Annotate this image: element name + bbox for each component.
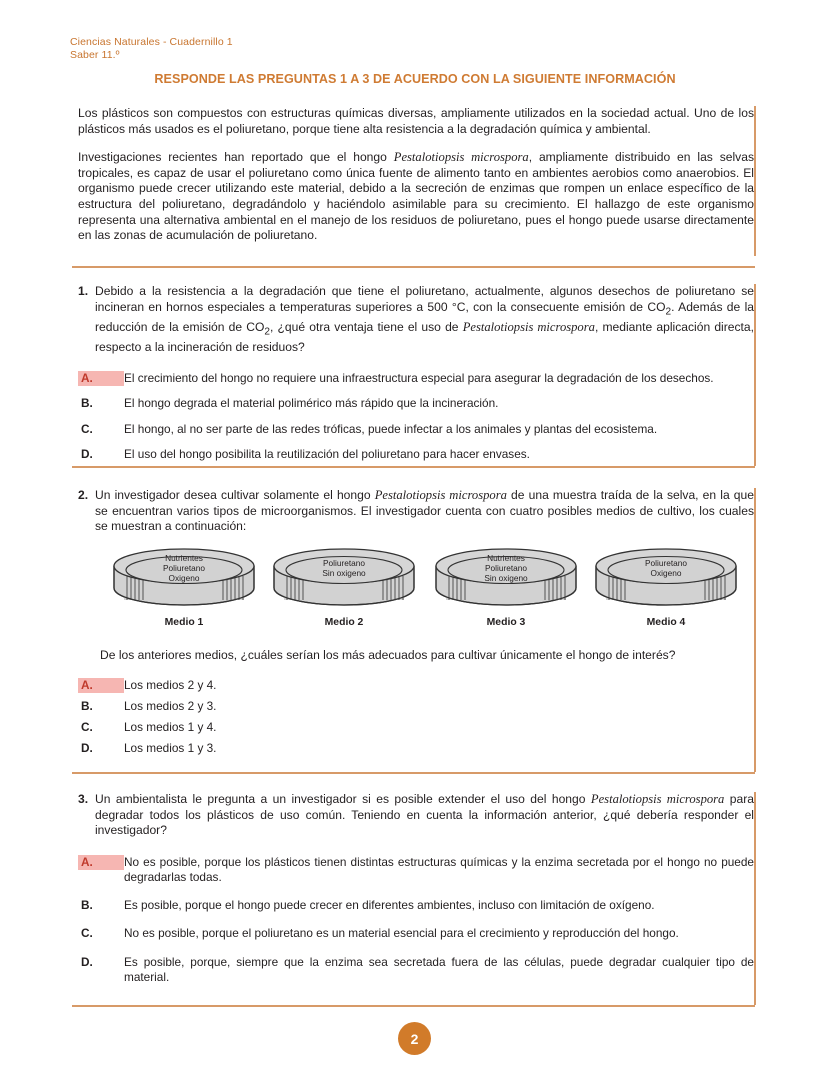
- dish-2-line-2: Sin oxigeno: [322, 568, 366, 578]
- intro-text-block: [78, 106, 754, 244]
- question-1-statement: [78, 284, 754, 355]
- question-1-right-rule: [754, 284, 756, 466]
- dish-4-label: Medio 4: [646, 617, 686, 628]
- section-divider-3: [72, 772, 755, 774]
- option-text-d[interactable]: El uso del hongo posibilita la reutilización del poliuretano para hacer envases.: [124, 446, 530, 461]
- q1-text-4: , mediante aplicación directa, respecto a la incineración de residuos?: [95, 319, 754, 354]
- dish-1-label: Medio 1: [164, 617, 204, 628]
- option-letter-a[interactable]: A.: [78, 855, 124, 870]
- option-letter-b[interactable]: B.: [81, 698, 93, 713]
- q3-text-2: para degradar todos los plásticos de uso común. Teniendo en cuenta la información anterior, ¿qué debería responder el investigador?: [95, 792, 754, 838]
- question-2-text: [95, 488, 754, 535]
- option-row[interactable]: [78, 741, 754, 756]
- option-text-b[interactable]: El hongo degrada el material polimérico más rápido que la incineración.: [124, 396, 499, 411]
- question-1-options: [78, 371, 754, 462]
- option-letter-c[interactable]: C.: [81, 720, 93, 734]
- option-letter-d[interactable]: D.: [81, 954, 93, 969]
- option-row[interactable]: [78, 926, 754, 941]
- dish-3-line-2: Poliuretano: [485, 563, 527, 573]
- option-letter-d[interactable]: D.: [81, 741, 93, 756]
- q1-sub-2: 2: [264, 326, 271, 337]
- petri-dish-icon: [432, 548, 580, 612]
- question-2-block: [78, 488, 754, 535]
- question-3-right-rule: [754, 792, 756, 1005]
- page-number-badge: 2: [398, 1022, 431, 1055]
- culture-dish-3: [432, 548, 580, 628]
- q1-species-name: Pestalotiopsis microspora: [462, 319, 595, 334]
- dish-1-line-1: Nutrientes: [165, 553, 203, 563]
- option-letter-d[interactable]: D.: [81, 446, 93, 461]
- culture-media-diagram: [110, 548, 740, 636]
- option-letter-b[interactable]: B.: [81, 396, 93, 411]
- option-text-b[interactable]: Los medios 2 y 3.: [124, 698, 217, 713]
- option-letter-b[interactable]: B.: [81, 898, 93, 913]
- section-divider-4: [72, 1005, 755, 1007]
- question-2-options: [78, 678, 754, 757]
- dish-3-line-1: Nutrientes: [487, 553, 525, 563]
- section-divider-1: [72, 266, 755, 268]
- option-text-c[interactable]: Los medios 1 y 4.: [124, 720, 217, 734]
- question-1-text: [95, 284, 754, 355]
- option-letter-c[interactable]: C.: [81, 421, 93, 436]
- q1-text-3: , ¿qué otra ventaja tiene el uso de: [270, 319, 463, 334]
- option-letter-a[interactable]: A.: [78, 371, 124, 386]
- question-3-text: [95, 792, 754, 839]
- option-row[interactable]: [78, 422, 754, 437]
- q3-species-name: Pestalotiopsis microspora: [590, 792, 725, 806]
- document-header: [70, 36, 233, 62]
- dish-3-label: Medio 3: [486, 617, 526, 628]
- option-text-b[interactable]: Es posible, porque el hongo puede crecer en diferentes ambientes, incluso con limitación de oxígeno.: [124, 898, 655, 913]
- option-row[interactable]: [78, 447, 754, 462]
- question-2-sub-prompt: De los anteriores medios, ¿cuáles serían los más adecuados para cultivar únicamente el hongo de interés?: [100, 648, 676, 662]
- dish-2-label: Medio 2: [324, 617, 364, 628]
- option-row[interactable]: [78, 396, 754, 411]
- option-text-d[interactable]: Es posible, porque, siempre que la enzima sea secretada fuera de las células, puede degradar cualquier tipo de material.: [124, 954, 754, 984]
- option-row[interactable]: [78, 371, 754, 386]
- question-1-number: 1.: [78, 284, 89, 298]
- dish-3-line-3: Sin oxigeno: [484, 573, 528, 583]
- intro-right-rule: [754, 106, 756, 256]
- intro-paragraph-2: [78, 150, 754, 244]
- option-text-a[interactable]: No es posible, porque los plásticos tienen distintas estructuras químicas y la enzima secretada por el hongo no puede degradarlas todas.: [124, 854, 754, 884]
- q2-text-2: de una muestra traída de la selva, en la que se encuentran varios tipos de microorganismos. El investigador cuenta con cuatro posibles medios de cultivo, los cuales se muestran a continuación:: [95, 488, 754, 534]
- intro-p2-part2: , ampliamente distribuido en las selvas tropicales, es capaz de usar el poliuretano como única fuente de alimento tanto en ambientes aerobios como anaerobios. El organismo puede crecer utilizando este material, debido a la secreción de enzimas que rompen un enlace específico de la estructura del poliuretano, degradándolo y haciéndolo asimilable para su crecimiento. El hallazgo de este organismo representa una alternativa ambiental en el manejo de los residuos de poliuretano, pues el hongo puede usarse directamente en las zonas de acumulación de poliuretano.: [78, 150, 755, 243]
- option-text-c[interactable]: El hongo, al no ser parte de las redes tróficas, puede infectar a los animales y plantas del ecosistema.: [124, 421, 658, 436]
- instruction-banner: RESPONDE LAS PREGUNTAS 1 A 3 DE ACUERDO CON LA SIGUIENTE INFORMACIÓN: [154, 72, 676, 86]
- question-3-statement: [78, 792, 754, 839]
- culture-dish-1: [110, 548, 258, 628]
- option-text-d[interactable]: Los medios 1 y 3.: [124, 741, 217, 756]
- option-text-a[interactable]: El crecimiento del hongo no requiere una infraestructura especial para asegurar la degradación de los desechos.: [124, 371, 714, 386]
- option-letter-a[interactable]: A.: [78, 678, 124, 693]
- dish-4-line-1: Poliuretano: [645, 558, 687, 568]
- option-text-c[interactable]: No es posible, porque el poliuretano es un material esencial para el crecimiento y reproducción del hongo.: [124, 926, 679, 941]
- petri-dish-icon: [110, 548, 258, 612]
- intro-paragraph-1: Los plásticos son compuestos con estructuras químicas diversas, ampliamente utilizados en la sociedad actual. Uno de los plásticos más usados es el poliuretano, porque tiene alta resistencia a la degradación química y ambiental.: [78, 106, 754, 136]
- question-2-number: 2.: [78, 488, 89, 502]
- q1-sub-1: 2: [665, 306, 672, 317]
- question-3-options: [78, 855, 754, 985]
- petri-dish-icon: [592, 548, 740, 612]
- q1-text-1: Debido a la resistencia a la degradación que tiene el poliuretano, actualmente, algunos desechos de poliuretano se incineran en hornos especiales a temperaturas superiores a 500 °C, con la consecuente emisión de CO: [95, 284, 754, 314]
- section-divider-2: [72, 466, 755, 468]
- q1-text-2: . Además de la reducción de la emisión de CO: [95, 299, 754, 334]
- question-1-block: [78, 284, 754, 462]
- dish-1-line-3: Oxigeno: [168, 573, 200, 583]
- option-text-a[interactable]: Los medios 2 y 4.: [124, 677, 217, 692]
- culture-dish-4: [592, 548, 740, 628]
- dish-4-line-2: Oxigeno: [650, 568, 682, 578]
- option-row[interactable]: [78, 898, 754, 913]
- option-row[interactable]: [78, 955, 754, 985]
- question-3-block: [78, 792, 754, 985]
- header-subject-line: Ciencias Naturales - Cuadernillo 1: [70, 36, 233, 48]
- dish-2-line-1: Poliuretano: [323, 558, 365, 568]
- question-2-answer-area: [78, 648, 754, 756]
- species-name: Pestalotiopsis microspora: [393, 150, 529, 165]
- question-2-statement: [78, 488, 754, 535]
- header-exam-line: Saber 11.º: [70, 49, 120, 61]
- option-row[interactable]: [78, 720, 754, 735]
- option-row[interactable]: [78, 855, 754, 885]
- option-row[interactable]: [78, 678, 754, 693]
- option-row[interactable]: [78, 699, 754, 714]
- question-2-right-rule: [754, 488, 756, 772]
- petri-dish-icon: [270, 548, 418, 612]
- option-letter-c[interactable]: C.: [81, 926, 93, 941]
- q2-species-name: Pestalotiopsis microspora: [374, 488, 507, 502]
- question-3-number: 3.: [78, 792, 89, 806]
- dish-1-line-2: Poliuretano: [163, 563, 205, 573]
- culture-dish-2: [270, 548, 418, 628]
- q2-text-1: Un investigador desea cultivar solamente el hongo: [95, 488, 375, 502]
- intro-p2-part1: Investigaciones recientes han reportado que el hongo: [78, 150, 394, 165]
- q3-text-1: Un ambientalista le pregunta a un investigador si es posible extender el uso del hongo: [95, 792, 591, 806]
